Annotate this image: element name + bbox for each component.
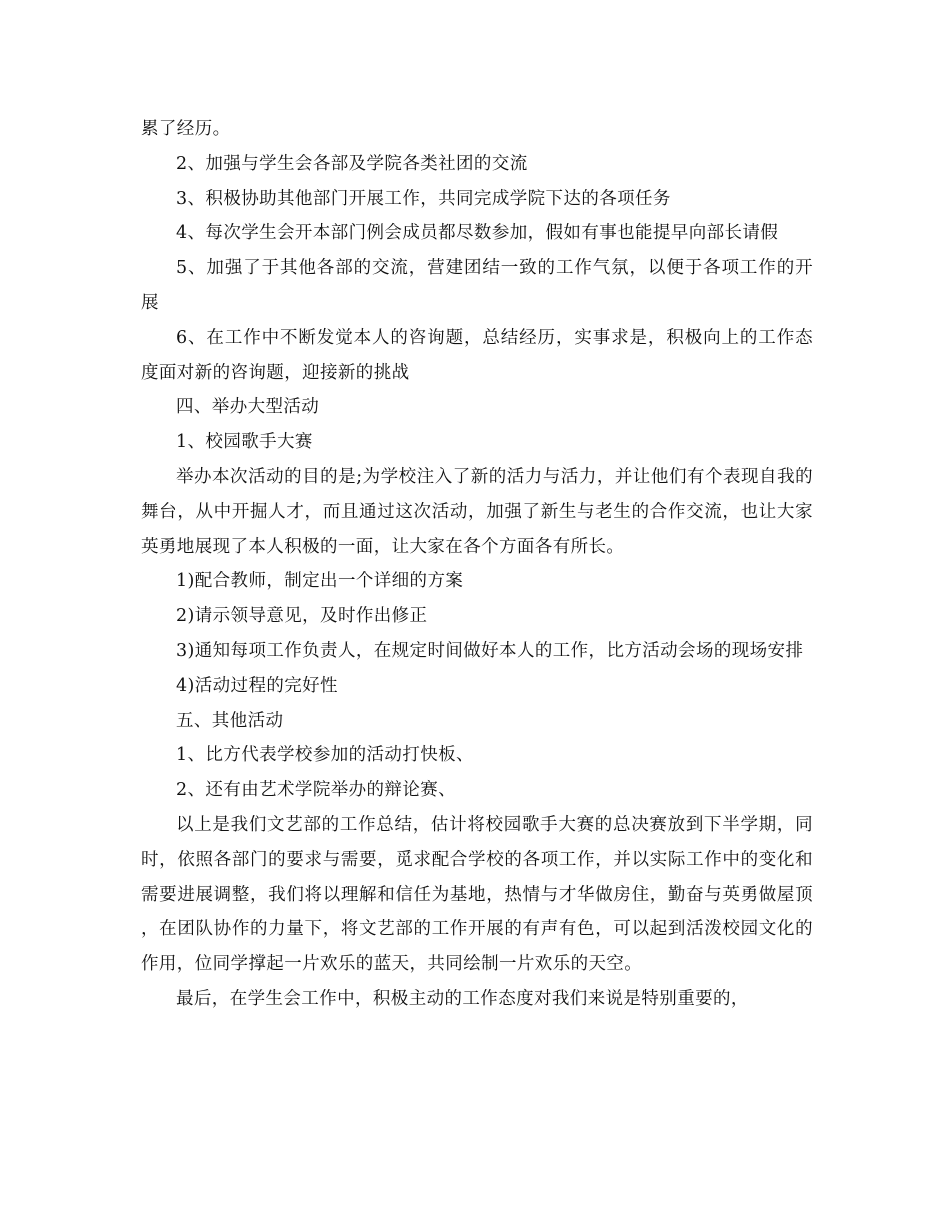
section-heading-other-events: 五、其他活动 (176, 710, 284, 731)
paragraph-contest-purpose: 举办本次活动的目的是;为学校注入了新的活力与活力，并让他们有个表现自我的舞台，从中开掘人才，而且通过这次活动，加强了新生与老生的合作交流，也让大家英勇地展现了本人积极的一面，让大家在各个方面各有所长。 (141, 466, 813, 557)
step-item-notify: 3)通知每项工作负责人，在规定时间做好本人的工作，比方活动会场的现场安排 (176, 640, 804, 661)
subheading-singer-contest: 1、校园歌手大赛 (176, 432, 313, 453)
document-body (141, 112, 813, 1017)
step-item-process: 4)活动过程的完好性 (176, 675, 338, 696)
paragraph-continuation: 累了经历。 (141, 119, 231, 139)
step-item-plan: 1)配合教师，制定出一个详细的方案 (176, 571, 464, 592)
paragraph-closing: 最后，在学生会工作中，积极主动的工作态度对我们来说是特别重要的， (176, 988, 749, 1009)
list-item-exchange: 2、加强与学生会各部及学院各类社团的交流 (176, 153, 528, 174)
list-item-assist: 3、积极协助其他部门开展工作，共同完成学院下达的各项任务 (176, 188, 671, 209)
list-item-atmosphere: 5、加强了于其他各部的交流，营建团结一致的工作气氛，以便于各项工作的开展 (141, 258, 813, 313)
section-heading-large-events: 四、举办大型活动 (176, 397, 320, 418)
list-item-debate: 2、还有由艺术学院举办的辩论赛、 (176, 780, 457, 801)
list-item-problems: 6、在工作中不断发觉本人的咨询题，总结经历，实事求是，积极向上的工作态度面对新的咨询题，迎接新的挑战 (141, 327, 813, 383)
list-item-kuaiban: 1、比方代表学校参加的活动打快板、 (176, 745, 474, 766)
list-item-meetings: 4、每次学生会开本部门例会成员都尽数参加，假如有事也能提早向部长请假 (176, 223, 779, 244)
paragraph-summary: 以上是我们文艺部的工作总结，估计将校园歌手大赛的总决赛放到下半学期，同时，依照各部门的要求与需要，觅求配合学校的各项工作，并以实际工作中的变化和需要进展调整，我们将以理解和信任为基地，热情与才华做房住，勤奋与英勇做屋顶，在团队协作的力量下，将文艺部的工作开展的有声有色，可以起到活泼校园文化的作用，位同学撑起一片欢乐的蓝天，共同绘制一片欢乐的天空。 (141, 814, 813, 975)
step-item-consult: 2)请示领导意见，及时作出修正 (176, 606, 428, 627)
